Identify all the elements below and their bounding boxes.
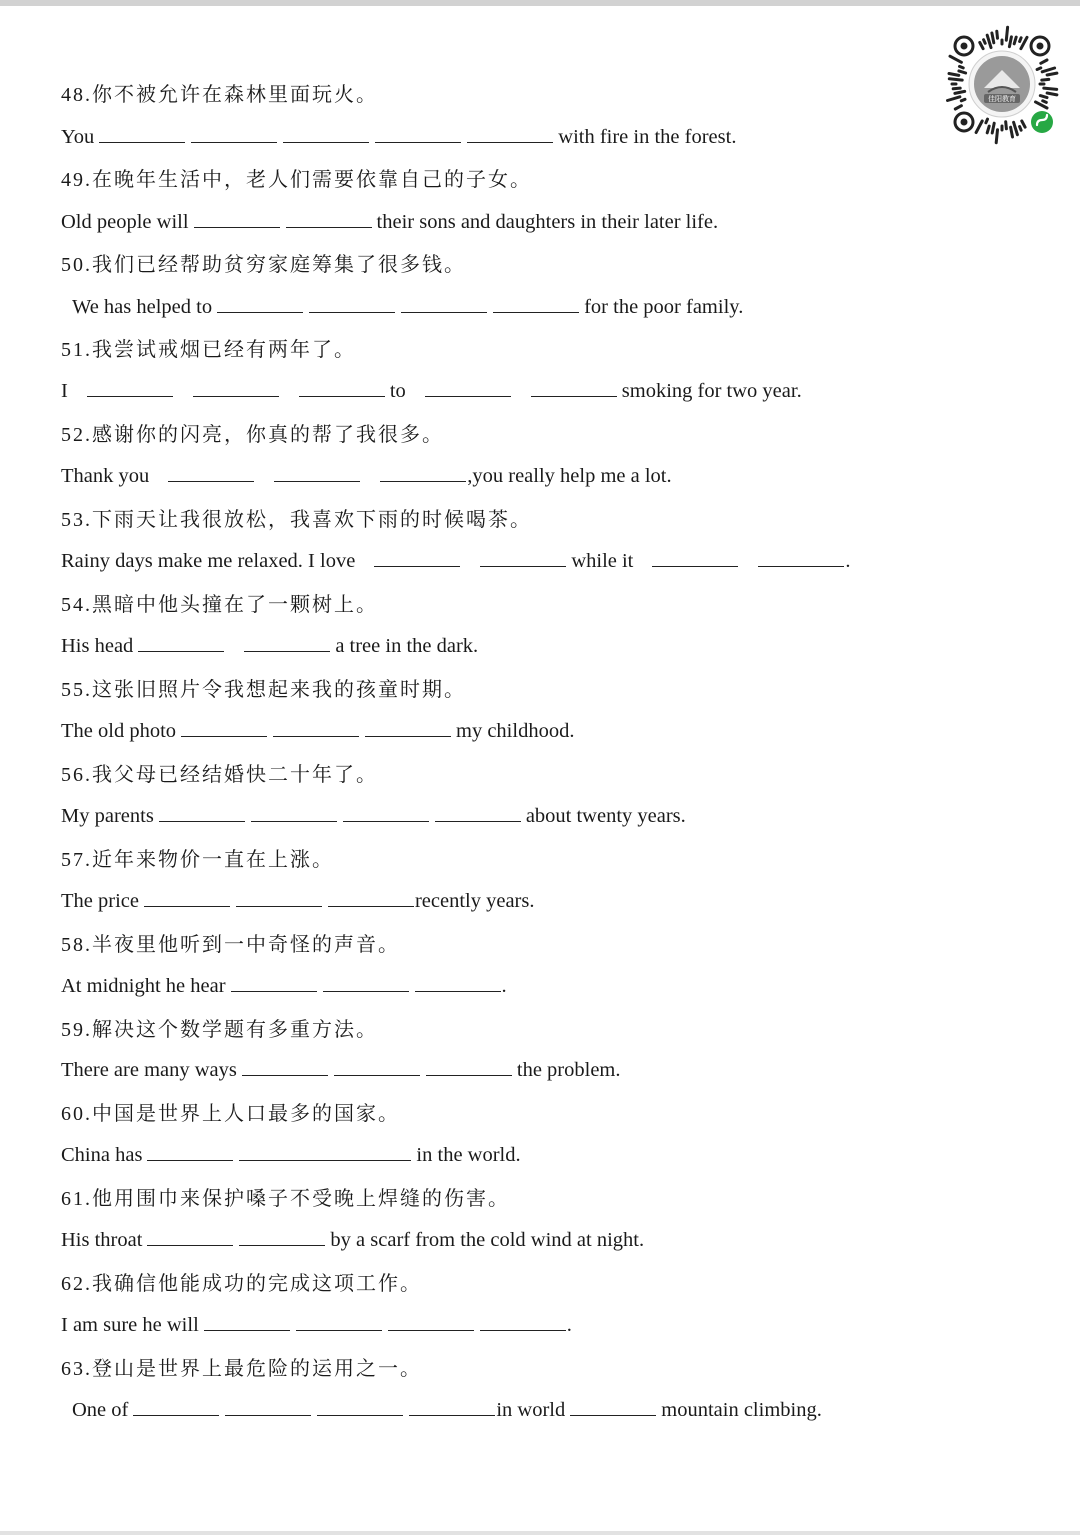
question-51-en: I to smoking for two year. (61, 376, 802, 403)
qr-dash (1047, 93, 1057, 95)
answer-blank[interactable] (365, 716, 451, 737)
answer-blank[interactable] (375, 122, 461, 143)
answer-blank[interactable] (388, 1310, 474, 1331)
question-63-zh: 63.登山是世界上最危险的运用之一。 (61, 1358, 422, 1380)
answer-blank[interactable] (374, 546, 460, 567)
answer-blank[interactable] (480, 546, 566, 567)
answer-blank[interactable] (204, 1310, 290, 1331)
qr-dash (984, 40, 986, 44)
answer-blank[interactable] (273, 716, 359, 737)
qr-dash (960, 66, 964, 68)
question-58-zh: 58.半夜里他听到一中奇怪的声音。 (61, 934, 400, 956)
answer-blank[interactable] (652, 546, 738, 567)
answer-blank[interactable] (239, 1225, 325, 1246)
qr-dash (1041, 60, 1047, 63)
answer-blank[interactable] (225, 1395, 311, 1416)
answer-blank[interactable] (409, 1395, 495, 1416)
qr-dash (1022, 121, 1025, 127)
answer-blank[interactable] (309, 292, 395, 313)
question-56-zh: 56.我父母已经结婚快二十年了。 (61, 764, 378, 786)
question-52-en: Thank you ,you really help me a lot. (61, 461, 672, 488)
answer-blank[interactable] (401, 292, 487, 313)
qr-dash (987, 35, 991, 47)
answer-blank[interactable] (296, 1310, 382, 1331)
question-59-zh: 59.解决这个数学题有多重方法。 (61, 1019, 378, 1041)
answer-blank[interactable] (531, 376, 617, 397)
answer-blank[interactable] (426, 1055, 512, 1076)
qr-dash (955, 91, 965, 93)
answer-blank[interactable] (239, 1140, 411, 1161)
answer-blank[interactable] (251, 801, 337, 822)
answer-blank[interactable] (334, 1055, 420, 1076)
qr-dash (1009, 37, 1011, 47)
qr-dash (949, 79, 962, 80)
question-63-en: One of in world mountain climbing. (72, 1395, 822, 1422)
answer-blank[interactable] (159, 801, 245, 822)
qr-dash (980, 43, 983, 49)
qr-dash (1011, 127, 1013, 137)
qr-dash (953, 88, 960, 89)
question-48-en: You with fire in the forest. (61, 122, 736, 149)
question-53-en: Rainy days make me relaxed. I love while it . (61, 546, 851, 573)
question-59-en: There are many ways the problem. (61, 1055, 621, 1082)
question-60-zh: 60.中国是世界上人口最多的国家。 (61, 1103, 400, 1125)
qr-dash (961, 99, 965, 101)
answer-blank[interactable] (231, 971, 317, 992)
qr-dash (1014, 122, 1018, 134)
qr-dash (1020, 38, 1022, 42)
bottom-edge (0, 1531, 1080, 1535)
answer-blank[interactable] (242, 1055, 328, 1076)
qr-dash (959, 71, 966, 73)
question-51-zh: 51.我尝试戒烟已经有两年了。 (61, 339, 356, 361)
question-62-zh: 62.我确信他能成功的完成这项工作。 (61, 1273, 422, 1295)
answer-blank[interactable] (425, 376, 511, 397)
answer-blank[interactable] (138, 631, 224, 652)
badge-text: 佳阳教育 (988, 95, 1016, 103)
top-edge (0, 0, 1080, 6)
qr-dash (987, 126, 989, 133)
qr-dash (948, 97, 960, 101)
answer-blank[interactable] (317, 1395, 403, 1416)
answer-blank[interactable] (283, 122, 369, 143)
question-56-en: My parents about twenty years. (61, 801, 686, 828)
answer-blank[interactable] (99, 122, 185, 143)
qr-dash (1006, 122, 1007, 129)
question-54-zh: 54.黑暗中他头撞在了一颗树上。 (61, 594, 378, 616)
answer-blank[interactable] (87, 376, 173, 397)
qr-dash (997, 31, 998, 38)
answer-blank[interactable] (570, 1395, 656, 1416)
qr-dash (950, 56, 961, 62)
answer-blank[interactable] (217, 292, 303, 313)
answer-blank[interactable] (194, 207, 280, 228)
question-48-zh: 48.你不被允许在森林里面玩火。 (61, 84, 378, 106)
answer-blank[interactable] (274, 461, 360, 482)
qr-dash (1042, 68, 1054, 72)
qr-dash (1043, 101, 1047, 103)
qr-dash (986, 119, 988, 123)
qr-dash (1014, 37, 1016, 44)
qr-dash (1044, 88, 1057, 89)
answer-blank[interactable] (480, 1310, 566, 1331)
answer-blank[interactable] (343, 801, 429, 822)
answer-blank[interactable] (435, 801, 521, 822)
question-60-en: China has in the world. (61, 1140, 521, 1167)
qr-dash (976, 121, 982, 133)
qr-dash (992, 33, 994, 43)
answer-blank[interactable] (133, 1395, 219, 1416)
answer-blank[interactable] (147, 1140, 233, 1161)
qr-dash (955, 106, 961, 109)
question-50-zh: 50.我们已经帮助贫穷家庭筹集了很多钱。 (61, 254, 466, 276)
answer-blank[interactable] (328, 886, 414, 907)
answer-blank[interactable] (415, 971, 501, 992)
question-57-en: The price recently years. (61, 886, 535, 913)
answer-blank[interactable] (380, 461, 466, 482)
answer-blank[interactable] (144, 886, 230, 907)
answer-blank[interactable] (193, 376, 279, 397)
answer-blank[interactable] (467, 122, 553, 143)
question-52-zh: 52.感谢你的闪亮，你真的帮了我很多。 (61, 424, 444, 446)
answer-blank[interactable] (493, 292, 579, 313)
question-55-zh: 55.这张旧照片令我想起来我的孩童时期。 (61, 679, 466, 701)
qr-dash (1047, 73, 1057, 75)
qr-code-icon (940, 22, 1064, 146)
answer-blank[interactable] (181, 716, 267, 737)
question-50-en: We has helped to for the poor family. (72, 292, 743, 319)
answer-blank[interactable] (323, 971, 409, 992)
answer-blank[interactable] (191, 122, 277, 143)
qr-dash (1006, 27, 1007, 40)
question-55-en: The old photo my childhood. (61, 716, 574, 743)
qr-dash (1040, 96, 1047, 98)
answer-blank[interactable] (299, 376, 385, 397)
question-62-en: I am sure he will . (61, 1310, 572, 1337)
answer-blank[interactable] (236, 886, 322, 907)
qr-dash (949, 74, 959, 76)
question-58-en: At midnight he hear . (61, 971, 507, 998)
answer-blank[interactable] (286, 207, 372, 228)
qr-dash (1042, 79, 1049, 80)
qr-dash (992, 123, 994, 133)
question-49-zh: 49.在晚年生活中，老人们需要依靠自己的子女。 (61, 169, 532, 191)
answer-blank[interactable] (147, 1225, 233, 1246)
question-49-en: Old people will their sons and daughters in their later life. (61, 207, 718, 234)
question-54-en: His head a tree in the dark. (61, 631, 478, 658)
question-57-zh: 57.近年来物价一直在上涨。 (61, 849, 334, 871)
qr-dash (996, 130, 997, 143)
answer-blank[interactable] (758, 546, 844, 567)
question-53-zh: 53.下雨天让我很放松，我喜欢下雨的时候喝茶。 (61, 509, 532, 531)
answer-blank[interactable] (244, 631, 330, 652)
qr-dash (1020, 127, 1022, 131)
question-61-zh: 61.他用围巾来保护嗓子不受晚上焊缝的伤害。 (61, 1188, 510, 1210)
question-61-en: His throat by a scarf from the cold wind at night. (61, 1225, 644, 1252)
answer-blank[interactable] (168, 461, 254, 482)
qr-dash (1037, 68, 1041, 70)
